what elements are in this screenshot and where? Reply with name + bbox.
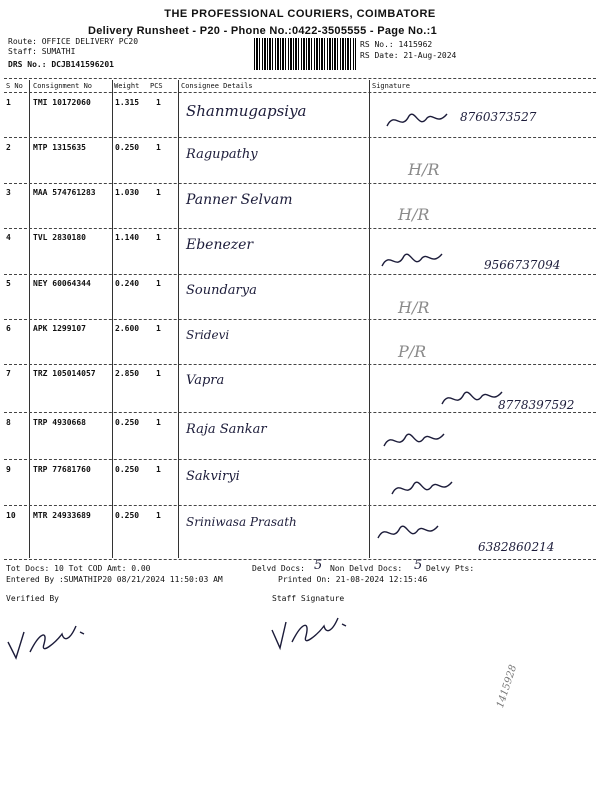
row-pcs: 1: [156, 324, 161, 333]
col-weight: Weight: [114, 82, 140, 90]
row-sno: 6: [6, 324, 11, 333]
row-consignment-no: TRP 77681760: [33, 465, 91, 474]
staff-label: Staff: SUMATHI: [8, 47, 76, 56]
rs-number: RS No.: 1415962: [360, 40, 433, 49]
row-signature-text: H/R: [398, 205, 430, 224]
row-weight: 1.030: [115, 188, 140, 197]
runsheet-title: Delivery Runsheet - P20 - Phone No.:0422-3505555 - Page No.:1: [88, 25, 438, 37]
row-signature-text: 8778397592: [498, 398, 575, 412]
row-consignment-no: TMI 10172060: [33, 98, 91, 107]
row-signature-mark: [385, 106, 455, 136]
row-sno: 8: [6, 418, 11, 427]
row-sno: 5: [6, 279, 11, 288]
row-consignee: Sridevi: [186, 328, 230, 342]
row-weight: 0.240: [115, 279, 140, 288]
header-bottom-rule: [4, 92, 596, 93]
row-consignee: Sakviryi: [186, 469, 240, 484]
verified-by-label: Verified By: [6, 594, 59, 603]
row-consignment-no: MAA 574761283: [33, 188, 96, 197]
row-weight: 0.250: [115, 143, 140, 152]
delivered-docs-label: Delvd Docs:: [252, 564, 305, 573]
row-sno: 2: [6, 143, 11, 152]
row-weight: 0.250: [115, 511, 140, 520]
verified-signature: [4, 612, 94, 662]
row-separator: [4, 137, 596, 138]
row-sno: 1: [6, 98, 11, 107]
row-consignee: Panner Selvam: [186, 192, 293, 208]
drs-number: DRS No.: DCJB141596201: [8, 60, 114, 69]
total-docs: Tot Docs: 10 Tot COD Amt: 0.00: [6, 564, 151, 573]
row-consignee: Soundarya: [186, 283, 257, 298]
col-sno: S No: [6, 82, 23, 90]
row-consignment-no: MTP 1315635: [33, 143, 86, 152]
row-signature-text: 8760373527: [460, 110, 537, 124]
row-pcs: 1: [156, 98, 161, 107]
row-sno: 7: [6, 369, 11, 378]
delivered-docs-value: 5: [314, 558, 323, 573]
row-separator: [4, 459, 596, 460]
row-separator: [4, 319, 596, 320]
row-sno: 3: [6, 188, 11, 197]
row-signature-mark: [376, 518, 446, 548]
row-pcs: 1: [156, 143, 161, 152]
row-consignee: Vapra: [186, 373, 225, 388]
row-signature-mark: [380, 246, 450, 276]
printed-on: Printed On: 21-08-2024 12:15:46: [278, 575, 428, 584]
row-signature-text: H/R: [408, 160, 440, 179]
footer-rule: [4, 559, 596, 560]
col-pcs: PCS: [150, 82, 163, 90]
row-consignment-no: NEY 60064344: [33, 279, 91, 288]
row-signature-text: H/R: [398, 298, 430, 317]
row-weight: 2.600: [115, 324, 140, 333]
row-consignment-no: MTR 24933689: [33, 511, 91, 520]
row-pcs: 1: [156, 418, 161, 427]
row-pcs: 1: [156, 511, 161, 520]
row-signature-text: 6382860214: [478, 540, 555, 554]
entered-by: Entered By :SUMATHIP20 08/21/2024 11:50:03 AM: [6, 575, 223, 584]
row-weight: 2.850: [115, 369, 140, 378]
row-separator: [4, 364, 596, 365]
col-consignee: Consignee Details: [181, 82, 253, 90]
col-signature: Signature: [372, 82, 410, 90]
row-separator: [4, 505, 596, 506]
non-delivered-docs-label: Non Delvd Docs:: [330, 564, 403, 573]
row-pcs: 1: [156, 369, 161, 378]
row-consignment-no: TRZ 105014057: [33, 369, 96, 378]
margin-note: 1415928: [495, 663, 520, 710]
row-weight: 0.250: [115, 465, 140, 474]
row-pcs: 1: [156, 233, 161, 242]
row-separator: [4, 274, 596, 275]
row-signature-mark: [390, 474, 460, 504]
row-sno: 9: [6, 465, 11, 474]
header-top-rule: [4, 78, 596, 79]
row-consignee: Raja Sankar: [186, 422, 267, 437]
row-consignee: Ragupathy: [186, 147, 258, 162]
staff-signature-label: Staff Signature: [272, 594, 345, 603]
row-weight: 0.250: [115, 418, 140, 427]
row-signature-text: 9566737094: [484, 258, 561, 272]
rs-date: RS Date: 21-Aug-2024: [360, 51, 457, 60]
row-separator: [4, 183, 596, 184]
barcode: [254, 38, 356, 70]
row-consignee: Ebenezer: [186, 237, 254, 253]
row-pcs: 1: [156, 465, 161, 474]
row-pcs: 1: [156, 279, 161, 288]
row-weight: 1.140: [115, 233, 140, 242]
company-name: THE PROFESSIONAL COURIERS, COIMBATORE: [164, 8, 436, 20]
row-separator: [4, 228, 596, 229]
col-consignment: Consignment No: [33, 82, 93, 90]
row-consignment-no: TRP 4930668: [33, 418, 86, 427]
row-consignment-no: APK 1299107: [33, 324, 86, 333]
row-weight: 1.315: [115, 98, 140, 107]
row-sno: 4: [6, 233, 11, 242]
row-sno: 10: [6, 511, 16, 520]
row-signature-mark: [382, 426, 452, 456]
row-signature-text: P/R: [398, 342, 427, 361]
row-consignee: Sriniwasa Prasath: [186, 515, 297, 529]
staff-signature-mark: [268, 608, 358, 658]
delivery-points-label: Delvy Pts:: [426, 564, 475, 573]
route-label: Route: OFFICE DELIVERY PC20: [8, 37, 139, 46]
row-consignment-no: TVL 2830180: [33, 233, 86, 242]
row-pcs: 1: [156, 188, 161, 197]
row-consignee: Shanmugapsiya: [186, 102, 307, 120]
non-delivered-docs-value: 5: [414, 558, 423, 573]
